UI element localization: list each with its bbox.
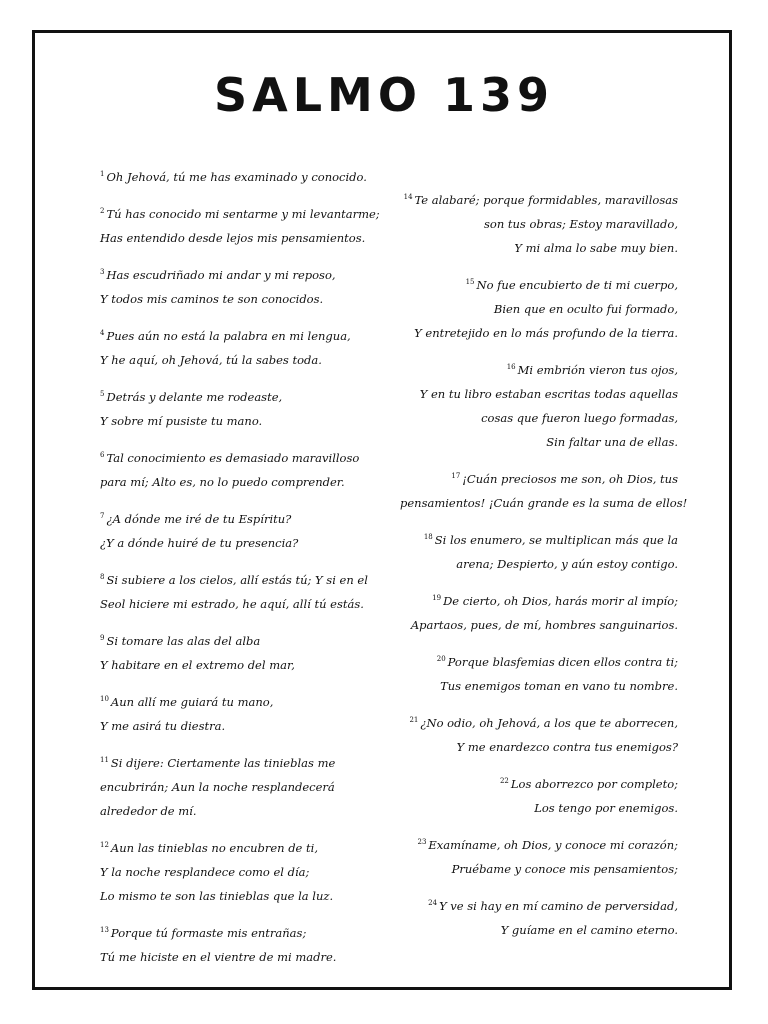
verse-text: Y guíame en el camino eterno. (500, 923, 678, 937)
verse-number: 5 (100, 390, 105, 398)
verse-text: Si los enumero, se multiplican más que la (434, 533, 678, 547)
verse-line (400, 796, 678, 820)
verse-number: 20 (436, 655, 446, 663)
verse-line (100, 409, 390, 433)
verse-line (100, 653, 390, 677)
verse-13 (100, 918, 390, 969)
verse-line (400, 185, 678, 212)
verse-text: Bien que en oculto fui formado, (493, 302, 678, 316)
verse-line (100, 321, 390, 348)
verse-number: 16 (506, 363, 516, 371)
verse-text: Y la noche resplandece como el día; (100, 865, 310, 879)
verse-text: cosas que fueron luego formadas, (481, 411, 678, 425)
verse-line (100, 945, 390, 969)
verse-19 (400, 586, 678, 637)
page-title: SALMO 139 (214, 68, 554, 122)
verse-line (400, 297, 678, 321)
verse-text: Tal conocimiento es demasiado maravilloso (106, 451, 360, 465)
verse-text: Porque tú formaste mis entrañas; (110, 926, 307, 940)
verse-line (400, 236, 678, 260)
verse-21 (400, 708, 678, 759)
verse-number: 11 (100, 756, 109, 764)
verse-line (400, 321, 678, 345)
verse-line (400, 552, 678, 576)
verse-text: Mi embrión vieron tus ojos, (517, 363, 678, 377)
verse-text: Los aborrezco por completo; (510, 777, 678, 791)
verse-text: No fue encubierto de ti mi cuerpo, (476, 278, 678, 292)
verse-text: Tú me hiciste en el vientre de mi madre. (100, 950, 337, 964)
verse-text: Y me asirá tu diestra. (100, 719, 226, 733)
verse-text: Sin faltar una de ellas. (546, 435, 678, 449)
verse-line (100, 348, 390, 372)
verse-text: Y ve si hay en mí camino de perversidad, (439, 899, 678, 913)
verse-line (100, 504, 390, 531)
verse-number: 6 (100, 451, 105, 459)
verse-line (100, 860, 390, 884)
verse-text: Tus enemigos toman en vano tu nombre. (440, 679, 678, 693)
verse-line (400, 918, 678, 942)
verse-3 (100, 260, 390, 311)
verse-number: 4 (100, 329, 105, 337)
verse-2 (100, 199, 390, 250)
verse-line (400, 769, 678, 796)
verse-text: Y en tu libro estaban escritas todas aquellas (419, 387, 678, 401)
verse-number: 1 (100, 170, 105, 178)
verse-line (100, 260, 390, 287)
verse-number: 10 (100, 695, 109, 703)
verse-text: Detrás y delante me rodeaste, (106, 390, 283, 404)
verse-22 (400, 769, 678, 820)
verse-line (100, 565, 390, 592)
verse-line (400, 708, 678, 735)
verse-text: Pues aún no está la palabra en mi lengua, (106, 329, 351, 343)
verse-line (400, 382, 678, 406)
verse-text: alrededor de mí. (100, 804, 197, 818)
verse-text: Los tengo por enemigos. (534, 801, 678, 815)
verse-text: ¿Y a dónde huiré de tu presencia? (100, 536, 299, 550)
verse-line (100, 714, 390, 738)
verse-number: 19 (432, 594, 442, 602)
verse-line (400, 355, 678, 382)
verse-17 (400, 464, 688, 515)
verse-number: 7 (100, 512, 105, 520)
verse-5 (100, 382, 390, 433)
verse-number: 21 (409, 716, 419, 724)
verse-16 (400, 355, 678, 454)
verse-line (100, 592, 390, 616)
verse-text: Pruébame y conoce mis pensamientos; (451, 862, 678, 876)
verse-line (100, 199, 390, 226)
verse-line (400, 430, 678, 454)
verse-text: Has escudriñado mi andar y mi reposo, (106, 268, 336, 282)
verse-text: Has entendido desde lejos mis pensamientos. (100, 231, 366, 245)
verse-text: arena; Despierto, y aún estoy contigo. (456, 557, 678, 571)
verse-text: ¡Cuán preciosos me son, oh Dios, tus (462, 472, 678, 486)
verse-4 (100, 321, 390, 372)
verse-line (400, 647, 678, 674)
verse-number: 12 (100, 841, 109, 849)
verse-number: 8 (100, 573, 105, 581)
verse-line (100, 626, 390, 653)
verse-18 (400, 525, 678, 576)
verse-line (100, 799, 390, 823)
verse-text: Si tomare las alas del alba (106, 634, 261, 648)
verse-text: son tus obras; Estoy maravillado, (484, 217, 678, 231)
verse-line (100, 775, 390, 799)
verse-15 (400, 270, 678, 345)
verse-text: Porque blasfemias dicen ellos contra ti; (447, 655, 678, 669)
verse-text: Y mi alma lo sabe muy bien. (514, 241, 678, 255)
verse-line (400, 857, 678, 881)
verse-number: 9 (100, 634, 105, 642)
verse-text: De cierto, oh Dios, harás morir al impío; (443, 594, 678, 608)
verse-7 (100, 504, 390, 555)
verse-text: Examíname, oh Dios, y conoce mi corazón; (428, 838, 678, 852)
right-column (400, 185, 688, 952)
verse-number: 3 (100, 268, 105, 276)
verse-text: Oh Jehová, tú me has examinado y conocido. (106, 170, 367, 184)
verse-line (400, 586, 678, 613)
verse-number: 15 (465, 278, 475, 286)
verse-line (400, 464, 678, 491)
verse-11 (100, 748, 390, 823)
verse-number: 13 (100, 926, 109, 934)
verse-text: Y habitare en el extremo del mar, (100, 658, 295, 672)
verse-number: 22 (499, 777, 509, 785)
verse-24 (400, 891, 678, 942)
verse-number: 18 (423, 533, 433, 541)
verse-10 (100, 687, 390, 738)
verse-text: Y sobre mí pusiste tu mano. (100, 414, 263, 428)
verse-line (100, 226, 390, 250)
verse-line (400, 891, 678, 918)
verse-23 (400, 830, 678, 881)
verse-text: encubrirán; Aun la noche resplandecerá (100, 780, 335, 794)
verse-text: Si subiere a los cielos, allí estás tú; Y si en el (106, 573, 368, 587)
verse-line (100, 687, 390, 714)
verse-14 (400, 185, 678, 260)
verse-text: Y he aquí, oh Jehová, tú la sabes toda. (100, 353, 322, 367)
verse-line (100, 748, 390, 775)
verse-line (100, 162, 390, 189)
verse-line (400, 491, 688, 515)
verse-text: para mí; Alto es, no lo puedo comprender. (100, 475, 345, 489)
verse-text: pensamientos! ¡Cuán grande es la suma de ellos! (400, 496, 688, 510)
verse-line (100, 918, 390, 945)
verse-line (400, 212, 678, 236)
verse-line (400, 525, 678, 552)
verse-9 (100, 626, 390, 677)
verse-line (100, 287, 390, 311)
verse-line (400, 674, 678, 698)
verse-number: 23 (417, 838, 427, 846)
verse-1 (100, 162, 390, 189)
verse-line (400, 613, 678, 637)
verse-text: Lo mismo te son las tinieblas que la luz. (100, 889, 334, 903)
verse-number: 2 (100, 207, 105, 215)
verse-text: ¿A dónde me iré de tu Espíritu? (106, 512, 292, 526)
verse-number: 24 (428, 899, 438, 907)
verse-text: Y entretejido en lo más profundo de la tierra. (414, 326, 678, 340)
verse-text: Seol hiciere mi estrado, he aquí, allí tú estás. (100, 597, 364, 611)
verse-text: Te alabaré; porque formidables, maravillosas (414, 193, 678, 207)
verse-number: 17 (451, 472, 461, 480)
verse-line (400, 830, 678, 857)
verse-line (400, 735, 678, 759)
verse-line (400, 406, 678, 430)
verse-text: Y todos mis caminos te son conocidos. (100, 292, 324, 306)
verse-8 (100, 565, 390, 616)
verse-line (100, 884, 390, 908)
verse-line (100, 382, 390, 409)
verse-6 (100, 443, 390, 494)
verse-line (100, 833, 390, 860)
verse-line (100, 531, 390, 555)
verse-text: Tú has conocido mi sentarme y mi levantarme; (106, 207, 380, 221)
verse-text: Apartaos, pues, de mí, hombres sanguinarios. (410, 618, 678, 632)
verse-text: Aun allí me guiará tu mano, (110, 695, 274, 709)
verse-text: ¿No odio, oh Jehová, a los que te aborrecen, (420, 716, 678, 730)
verse-text: Si dijere: Ciertamente las tinieblas me (110, 756, 336, 770)
verse-line (400, 270, 678, 297)
verse-line (100, 470, 390, 494)
verse-text: Y me enardezco contra tus enemigos? (456, 740, 678, 754)
verse-12 (100, 833, 390, 908)
verse-20 (400, 647, 678, 698)
verse-number: 14 (403, 193, 413, 201)
verse-text: Aun las tinieblas no encubren de ti, (110, 841, 318, 855)
left-column (100, 162, 390, 979)
verse-line (100, 443, 390, 470)
